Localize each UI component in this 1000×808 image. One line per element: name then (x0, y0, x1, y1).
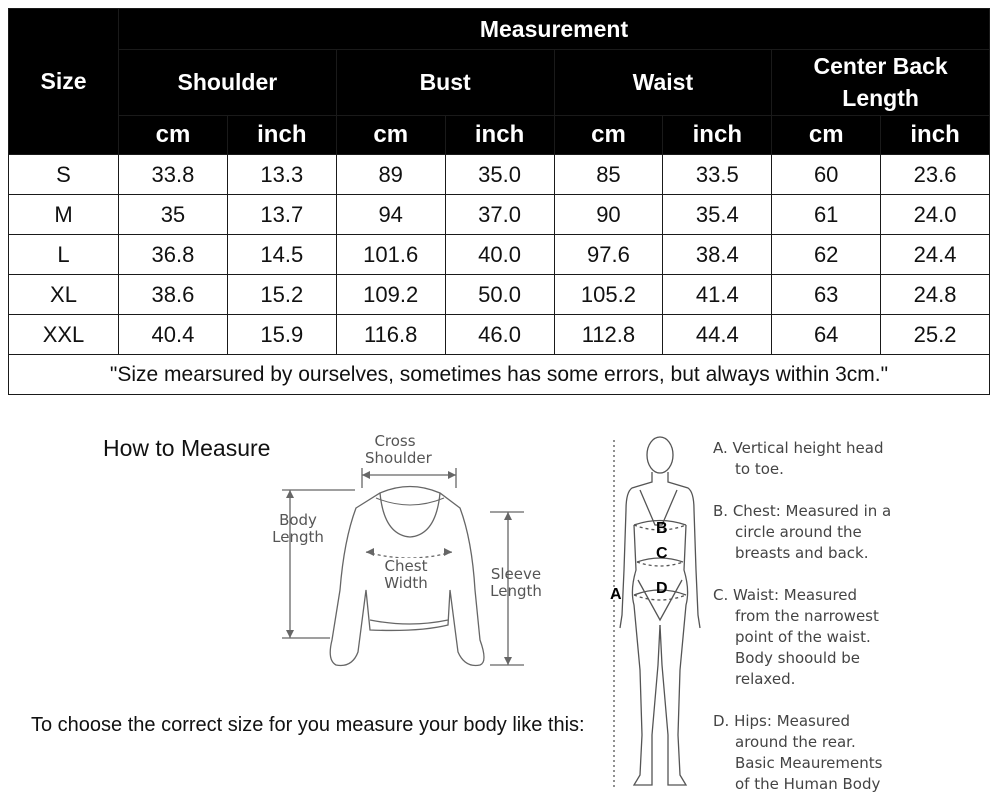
value-cell: 61 (772, 195, 881, 235)
body-letter-b: B (656, 520, 668, 537)
value-cell: 101.6 (336, 235, 445, 275)
table-row (9, 155, 990, 195)
size-cell: M (9, 195, 119, 235)
value-cell: 46.0 (445, 315, 554, 355)
value-cell: 15.2 (227, 275, 336, 315)
value-cell: 35.0 (445, 155, 554, 195)
measurement-header: Measurement (119, 9, 990, 50)
value-cell: 116.8 (336, 315, 445, 355)
value-cell: 85 (554, 155, 663, 195)
bust-header: Bust (336, 50, 554, 116)
value-cell: 33.5 (663, 155, 772, 195)
unit-header: cm (119, 116, 228, 155)
size-cell: S (9, 155, 119, 195)
value-cell: 13.7 (227, 195, 336, 235)
size-note: "Size mearsured by ourselves, sometimes has some errors, but always within 3cm." (9, 355, 990, 395)
body-letter-a: A (610, 586, 622, 603)
choose-size-instruction: To choose the correct size for you measure your body like this: (31, 714, 585, 736)
size-cell: XL (9, 275, 119, 315)
center-back-length-header: Center Back Length (772, 50, 990, 116)
value-cell: 105.2 (554, 275, 663, 315)
value-cell: 60 (772, 155, 881, 195)
value-cell: 24.0 (881, 195, 990, 235)
value-cell: 24.4 (881, 235, 990, 275)
value-cell: 14.5 (227, 235, 336, 275)
waist-header: Waist (554, 50, 772, 116)
table-row (9, 275, 990, 315)
value-cell: 13.3 (227, 155, 336, 195)
unit-header: inch (881, 116, 990, 155)
size-cell: XXL (9, 315, 119, 355)
value-cell: 50.0 (445, 275, 554, 315)
value-cell: 41.4 (663, 275, 772, 315)
body-figure-diagram (600, 430, 710, 805)
how-to-measure-title: How to Measure (103, 435, 271, 461)
value-cell: 109.2 (336, 275, 445, 315)
cross-shoulder-label: Cross Shoulder (365, 432, 432, 467)
chest-width-label: Chest Width (376, 558, 436, 592)
legend-d: D. Hips: Measured around the rear. Basic Meaurements of the Human Body (713, 712, 883, 793)
value-cell: 63 (772, 275, 881, 315)
legend-c: C. Waist: Measured from the narrowest point of the waist. Body shoould be relaxed. (713, 586, 879, 688)
body-letter-c: C (656, 545, 668, 562)
value-cell: 112.8 (554, 315, 663, 355)
value-cell: 62 (772, 235, 881, 275)
unit-header: inch (227, 116, 336, 155)
value-cell: 64 (772, 315, 881, 355)
value-cell: 25.2 (881, 315, 990, 355)
value-cell: 37.0 (445, 195, 554, 235)
unit-header: cm (336, 116, 445, 155)
size-cell: L (9, 235, 119, 275)
value-cell: 89 (336, 155, 445, 195)
value-cell: 40.4 (119, 315, 228, 355)
size-header: Size (9, 9, 119, 155)
value-cell: 23.6 (881, 155, 990, 195)
value-cell: 35.4 (663, 195, 772, 235)
value-cell: 97.6 (554, 235, 663, 275)
unit-header: cm (772, 116, 881, 155)
value-cell: 90 (554, 195, 663, 235)
table-row (9, 315, 990, 355)
value-cell: 94 (336, 195, 445, 235)
shoulder-header: Shoulder (119, 50, 337, 116)
value-cell: 24.8 (881, 275, 990, 315)
value-cell: 35 (119, 195, 228, 235)
size-chart-table (8, 8, 990, 395)
table-row (9, 235, 990, 275)
legend-b: B. Chest: Measured in a circle around the breasts and back. (713, 502, 892, 562)
body-letter-d: D (656, 580, 668, 597)
table-row (9, 195, 990, 235)
value-cell: 38.4 (663, 235, 772, 275)
value-cell: 33.8 (119, 155, 228, 195)
unit-header: inch (663, 116, 772, 155)
body-length-label: Body Length (272, 511, 324, 546)
unit-header: cm (554, 116, 663, 155)
value-cell: 38.6 (119, 275, 228, 315)
legend-a: A. Vertical height head to toe. (713, 439, 884, 478)
sleeve-length-label: Sleeve Length (490, 565, 542, 600)
value-cell: 40.0 (445, 235, 554, 275)
value-cell: 44.4 (663, 315, 772, 355)
value-cell: 36.8 (119, 235, 228, 275)
unit-header: inch (445, 116, 554, 155)
value-cell: 15.9 (227, 315, 336, 355)
